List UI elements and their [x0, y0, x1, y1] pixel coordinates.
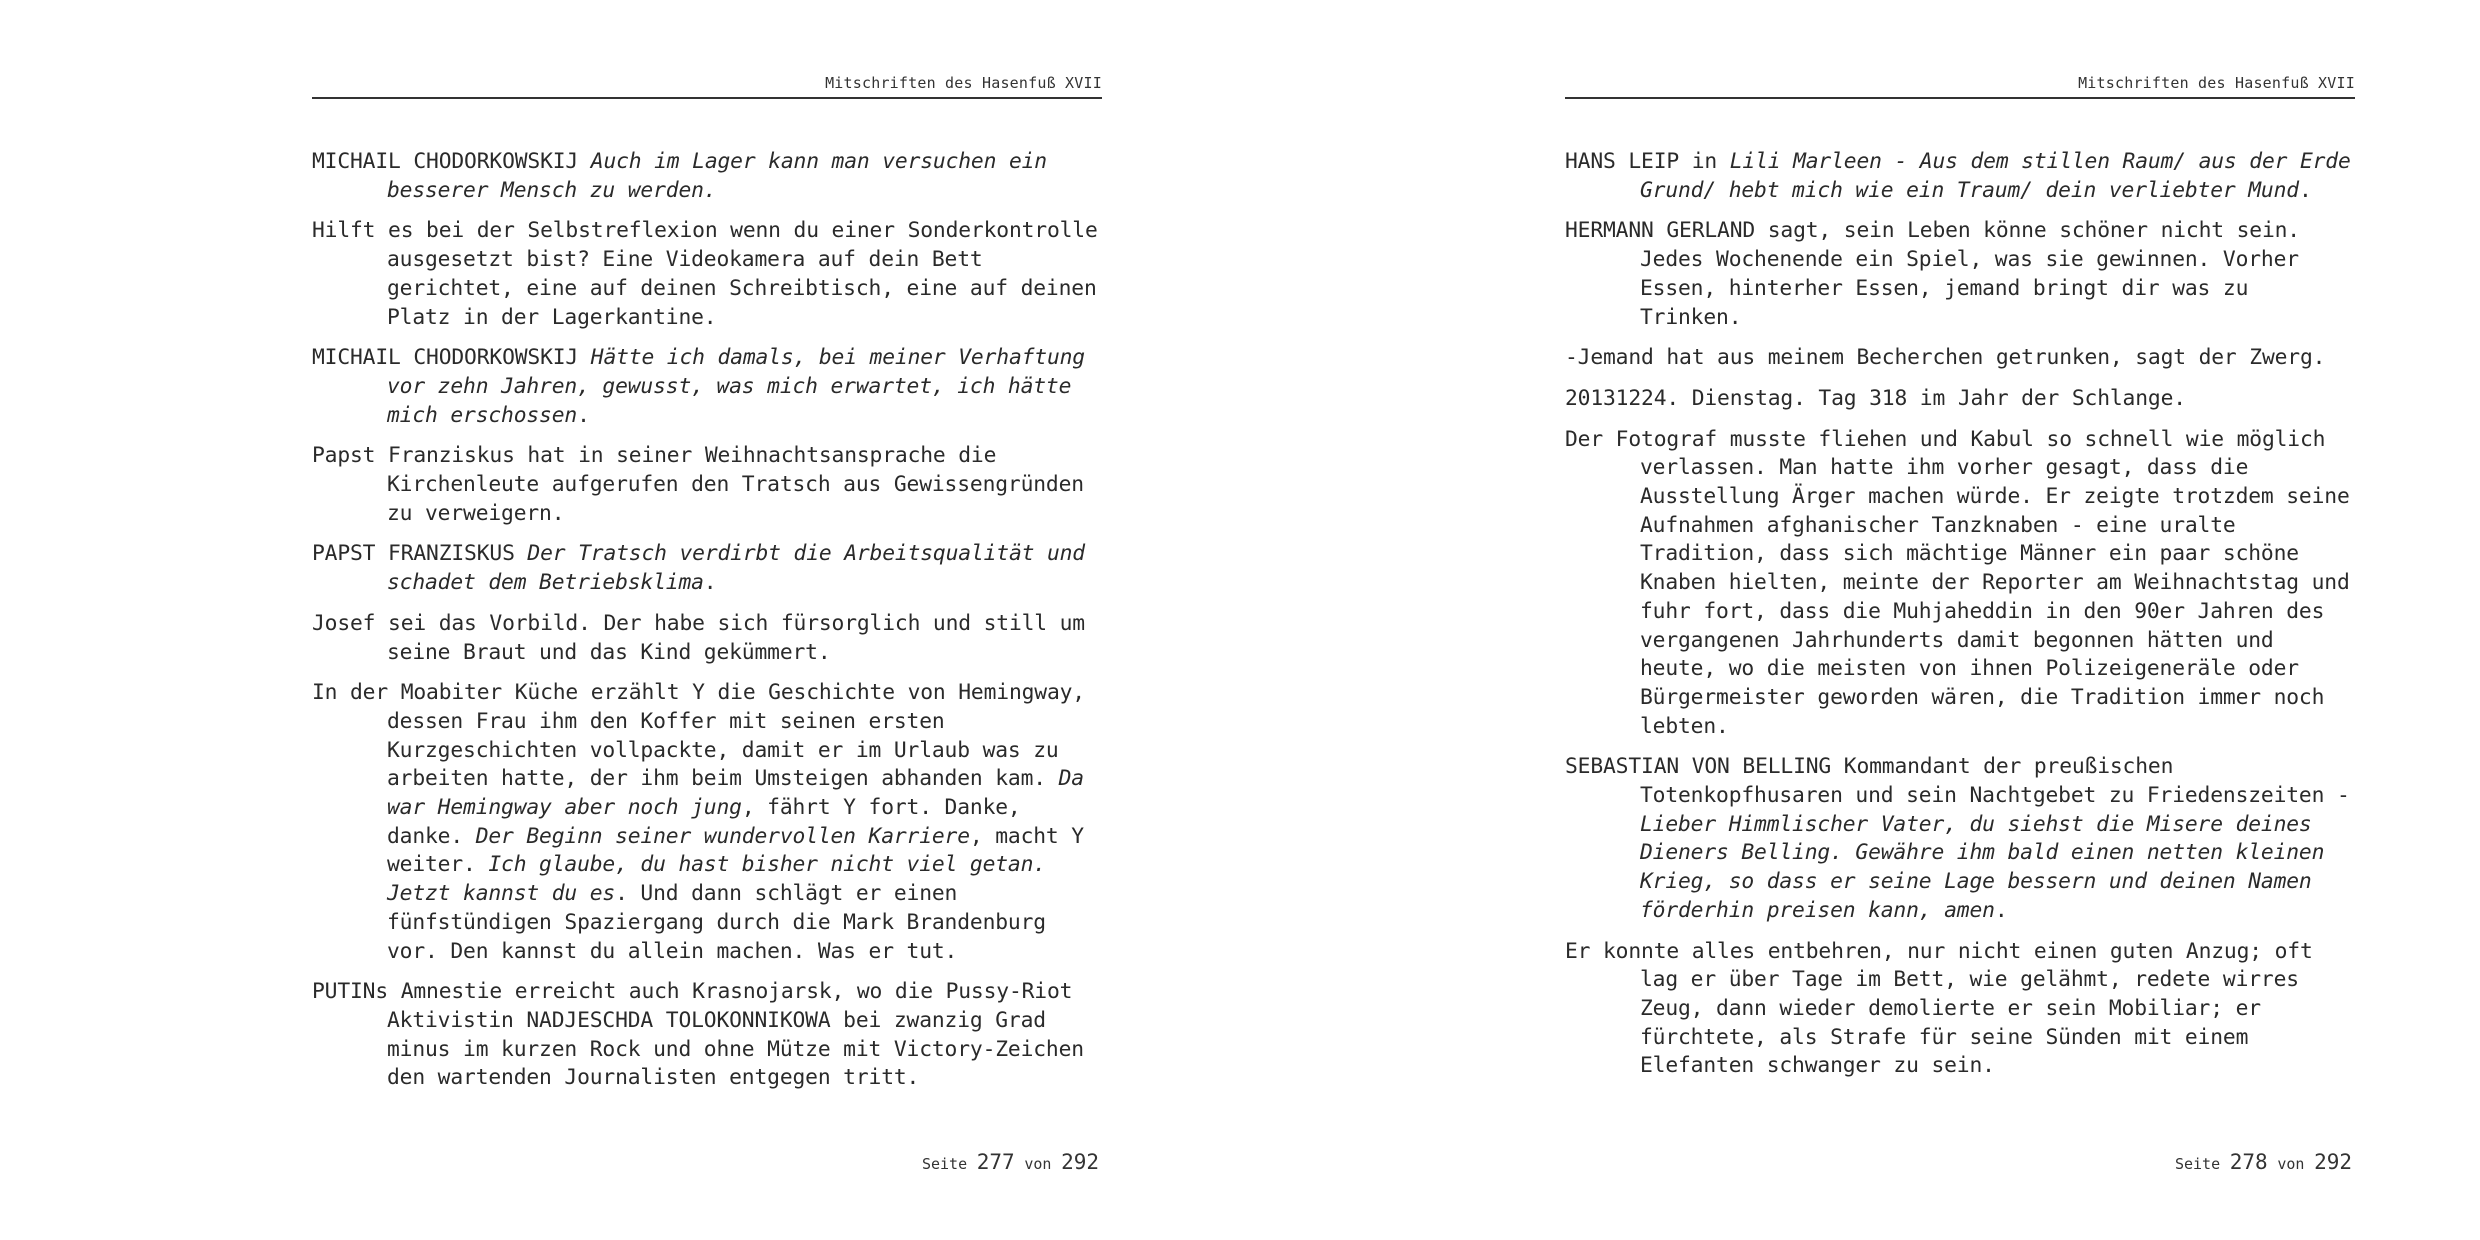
text-entry	[1565, 753, 2355, 925]
text-entry	[312, 442, 1102, 528]
italic-quote: Auch im Lager kann man versuchen ein besserer Mensch zu werden.	[387, 149, 1047, 203]
header-rule	[1565, 97, 2355, 99]
text-entry	[1565, 344, 2355, 373]
text-run: .	[2298, 177, 2312, 203]
text-run: Er konnte alles entbehren, nur nicht einen guten Anzug; oft lag er über Tage im Bett, wie gelähmt, redete wirres Zeug, dann wieder demolierte er sein Mobiliar; er fürchtete, als Strafe für seine Sünden mit einem Elefanten schwanger zu sein.	[1565, 938, 2313, 1079]
text-run: HERMANN GERLAND sagt, sein Leben könne schöner nicht sein. Jedes Wochenende ein Spiel, was sie gewinnen. Vorher Essen, hinterher Essen, jemand bringt dir was zu Trinken.	[1565, 218, 2300, 330]
left-page	[312, 0, 1102, 1240]
running-header: Mitschriften des Hasenfuß XVII	[2078, 74, 2355, 92]
text-run: , fährt Y fort. Danke, danke.	[387, 795, 1021, 849]
text-run: . Und dann schlägt er einen fünfstündigen Spaziergang durch die Mark Brandenburg vor. Den kannst du allein machen. Was er tut.	[387, 881, 1046, 964]
text-entry	[312, 679, 1102, 966]
page-body	[312, 148, 1102, 1105]
text-run: Papst Franziskus hat in seiner Weihnachtsansprache die Kirchenleute aufgerufen den Tratsch aus Gewissengründen zu verweigern.	[312, 443, 1084, 526]
text-entry	[312, 540, 1102, 597]
footer-seite-label: Seite	[921, 1155, 968, 1173]
text-run: SEBASTIAN VON BELLING Kommandant der preußischen Totenkopfhusaren und sein Nachtgebet zu Friedenszeiten -	[1565, 754, 2350, 809]
text-entry	[1565, 938, 2355, 1082]
text-run: Der Fotograf musste fliehen und Kabul so schnell wie möglich verlassen. Man hatte ihm vorher gesagt, dass die Ausstellung Ärger machen würde. Er zeigte trotzdem seine Aufnahmen afghanischer Tanzknaben - eine uralte Tradition, dass sich mächtige Männer ein paar schöne Knaben hielten, meinte der Reporter am Weihnachtstag und fuhr fort, dass die Muhjaheddin in den 90er Jahren des vergangenen Jahrhunderts damit begonnen hätten und heute, wo die meisten von ihnen Polizeigeneräle oder Bürgermeister geworden wären, die Tradition immer noch lebten.	[1565, 426, 2350, 739]
right-page	[1565, 0, 2355, 1240]
text-run: Josef sei das Vorbild. Der habe sich fürsorglich und still um seine Braut und das Kind gekümmert.	[312, 610, 1085, 665]
text-entry	[312, 610, 1102, 667]
text-run: MICHAIL CHODORKOWSKIJ	[312, 345, 591, 371]
text-run: PAPST FRANZISKUS	[312, 541, 528, 567]
text-entry	[1565, 148, 2355, 205]
text-run: PUTINs Amnestie erreicht auch Krasnojarsk, wo die Pussy-Riot Aktivistin NADJESCHDA TOLOKONNIKOWA bei zwanzig Grad minus im kurzen Rock und ohne Mütze mit Victory-Zeichen den wartenden Journalisten entgegen tritt.	[312, 979, 1084, 1091]
text-entry	[312, 344, 1102, 430]
header-rule	[312, 97, 1102, 99]
text-run: .	[1994, 897, 2008, 923]
page-body	[1565, 148, 2355, 1093]
italic-quote: Da war Hemingway aber noch jung	[387, 766, 1084, 821]
text-entry	[1565, 217, 2355, 332]
footer-von-label: von	[2277, 1155, 2305, 1173]
text-run: Hilft es bei der Selbstreflexion wenn du einer Sonderkontrolle ausgesetzt bist? Eine Videokamera auf dein Bett gerichtet, eine auf deinen Schreibtisch, eine auf deinen Platz in der Lagerkantine.	[312, 218, 1098, 330]
footer-page-number: 277	[976, 1150, 1015, 1174]
text-entry	[1565, 426, 2355, 742]
running-header: Mitschriften des Hasenfuß XVII	[825, 74, 1102, 92]
text-run: .	[577, 402, 590, 428]
text-entry	[312, 217, 1102, 332]
italic-quote: Der Beginn seiner wundervollen Karriere	[475, 823, 970, 849]
italic-quote: Ich glaube, du hast bisher nicht viel getan. Jetzt kannst du es	[387, 852, 1046, 907]
text-entry	[312, 148, 1102, 205]
footer-total-pages: 292	[1061, 1150, 1099, 1174]
text-run: 20131224. Dienstag. Tag 318 im Jahr der Schlange.	[1565, 385, 2186, 411]
text-run: , macht Y weiter.	[387, 823, 1084, 878]
page-number-footer	[922, 1150, 1099, 1174]
text-run: HANS LEIP in	[1565, 149, 1730, 174]
text-run: .	[703, 570, 717, 596]
text-entry	[1565, 385, 2355, 414]
italic-quote: Lieber Himmlischer Vater, du siehst die Misere deines Dieners Belling. Gewähre ihm bald einen netten kleinen Krieg, so dass er seine Lage bessern und deinen Namen förderhin preisen kann, amen	[1640, 811, 2325, 923]
footer-seite-label: Seite	[2174, 1155, 2221, 1173]
text-run: MICHAIL CHODORKOWSKIJ	[312, 149, 591, 174]
footer-page-number: 278	[2229, 1150, 2268, 1174]
text-entry	[312, 978, 1102, 1093]
footer-von-label: von	[1024, 1155, 1052, 1173]
page-number-footer	[2175, 1150, 2352, 1174]
italic-quote: Der Tratsch verdirbt die Arbeitsqualität und schadet dem Betriebsklima	[387, 541, 1085, 596]
text-run: -Jemand hat aus meinem Becherchen getrunken, sagt der Zwerg.	[1565, 345, 2326, 371]
text-run: In der Moabiter Küche erzählt Y die Geschichte von Hemingway, dessen Frau ihm den Koffer mit seinen ersten Kurzgeschichten vollpackte, damit er im Urlaub was zu arbeiten hatte, der ihm beim Umsteigen abhanden kam.	[312, 680, 1085, 792]
italic-quote: Lili Marleen - Aus dem stillen Raum/ aus der Erde Grund/ hebt mich wie ein Traum/ dein verliebter Mund	[1640, 149, 2351, 203]
footer-total-pages: 292	[2314, 1150, 2352, 1174]
italic-quote: Hätte ich damals, bei meiner Verhaftung vor zehn Jahren, gewusst, was mich erwartet, ich hätte mich erschossen	[387, 345, 1085, 428]
